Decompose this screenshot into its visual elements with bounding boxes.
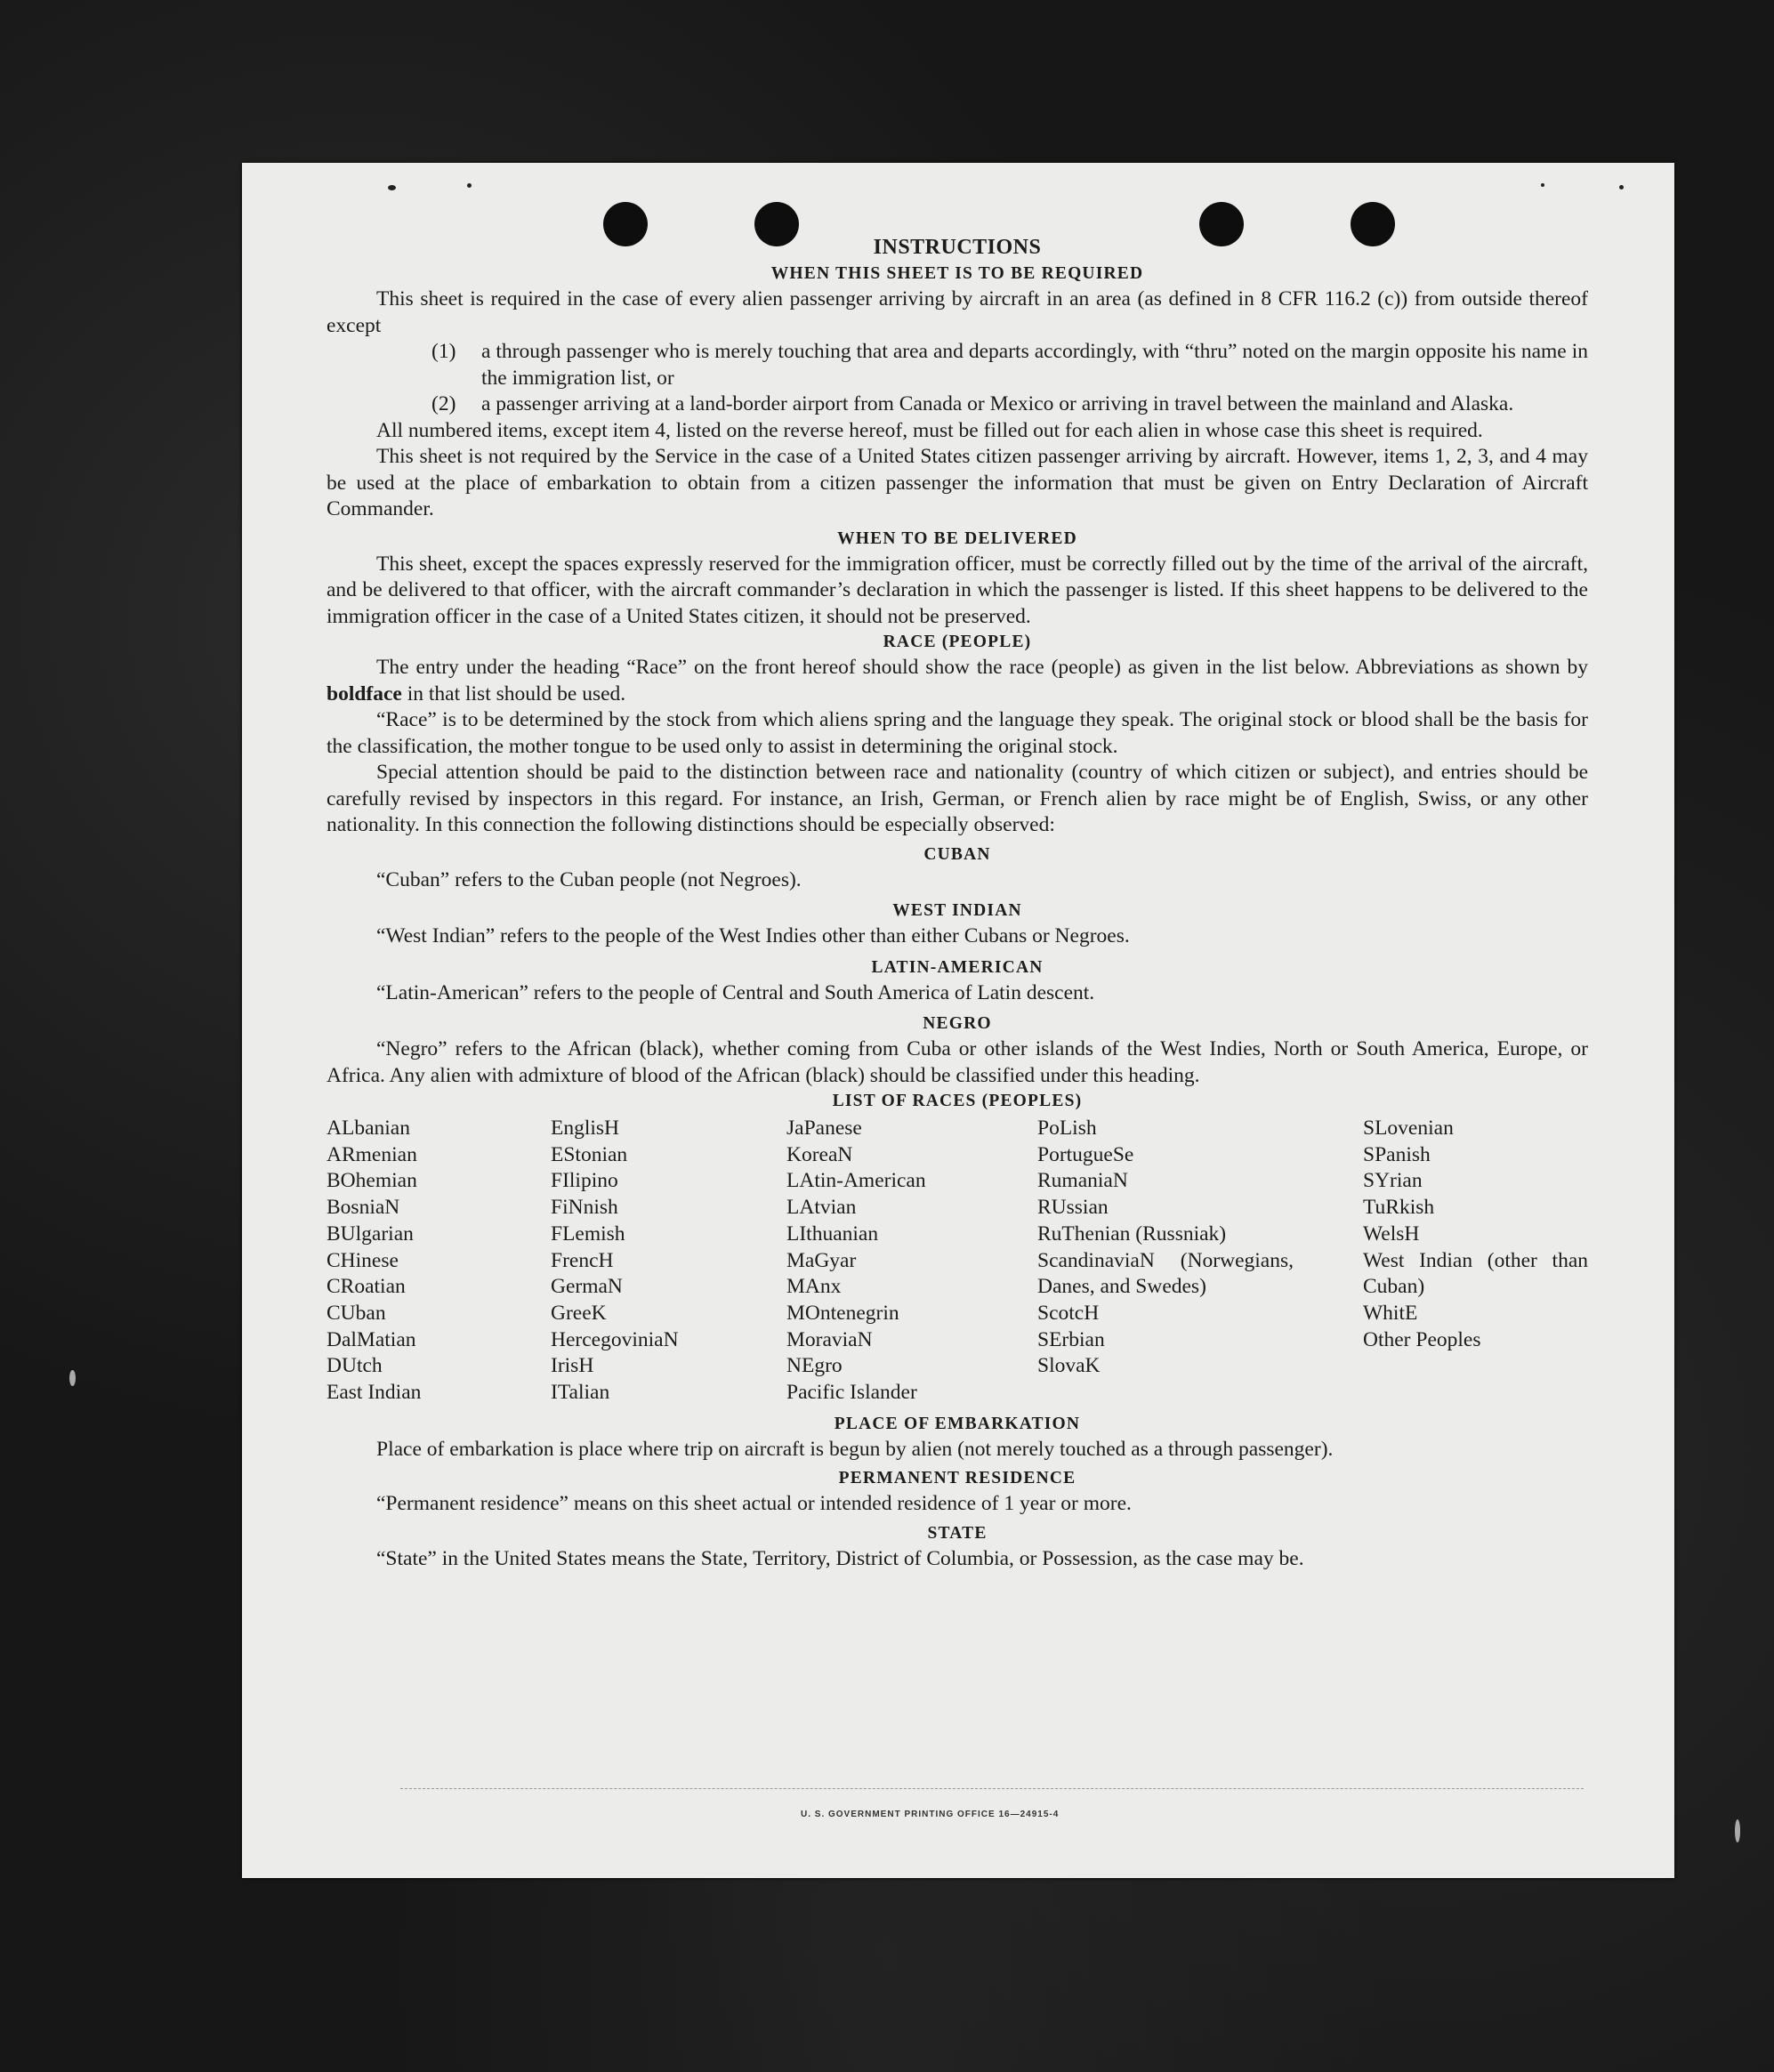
race-item: GermaN [551,1275,623,1299]
section-heading-embarkation: PLACE OF EMBARKATION [834,1414,1081,1433]
race-item: LAtvian [786,1196,857,1220]
text-run: The entry under the heading “Race” on the front hereof should show the race (people) as given in the list below. Abbreviations as shown by [376,656,1588,679]
exception-text: a passenger arriving at a land-border airport from Canada or Mexico or arriving in travel between the mainland and Alaska. [481,392,1514,415]
race-item: EnglisH [551,1117,620,1140]
race-item: MAnx [786,1275,842,1299]
paragraph: “Race” is to be determined by the stock from which aliens spring and the language they speak. The original stock or blood shall be the basis for the classification, the mother tongue to be used only to assist in determining the original stock. [327,708,1588,758]
paragraph: This sheet is not required by the Service in the case of a United States citizen passenger arriving by aircraft. However, items 1, 2, 3, and 4 may be used at the place of embarkation to obtain from a citizen passenger the information that must be given on Entry Declaration of Aircraft Commander. [327,445,1588,520]
section-heading-when-delivered: WHEN TO BE DELIVERED [837,528,1077,548]
paragraph: “Negro” refers to the African (black), whether coming from Cuba or other islands of the West Indies, North or South America, Europe, or Africa. Any alien with admixture of blood of the African (black) should be classified under this heading. [327,1037,1588,1087]
race-item: EStonian [551,1142,628,1166]
exception-item [327,339,1588,391]
page-title: INSTRUCTIONS [873,236,1042,259]
race-item: MoraviaN [786,1327,873,1351]
race-item: Other Peoples [1363,1327,1481,1351]
race-item: ARmenian [327,1142,417,1166]
paragraph: Place of embarkation is place where trip on aircraft is begun by alien (not merely touched as a through passenger). [376,1437,1334,1461]
race-item: DalMatian [327,1327,416,1351]
speck [1735,1819,1740,1842]
race-item: SLovenian [1363,1117,1454,1140]
race-item: LIthuanian [786,1221,879,1246]
section-heading-race: RACE (PEOPLE) [883,633,1032,651]
section-heading-residence: PERMANENT RESIDENCE [838,1469,1076,1488]
section-heading-list-of-races: LIST OF RACES (PEOPLES) [832,1092,1083,1110]
section-heading-negro: NEGRO [923,1014,992,1033]
race-column [1037,1116,1363,1407]
paragraph: This sheet, except the spaces expressly reserved for the immigration officer, must be correctly filled out by the time of the arrival of the aircraft, and be delivered to that officer, with the aircraft commander’s declaration in which the passenger is listed. If this sheet happens to be delivered to the immigration officer in the case of a United States citizen, it should not be preserved. [327,552,1588,628]
race-item: West Indian (other than Cuban) [1363,1248,1588,1299]
race-list [327,1116,1588,1407]
race-item: East Indian [327,1381,422,1405]
race-column [551,1116,786,1407]
race-item: MOntenegrin [786,1301,899,1325]
race-item: WelsH [1363,1221,1420,1246]
instructions-content [327,233,1588,1572]
race-item: JaPanese [786,1117,862,1140]
race-item: GreeK [551,1301,607,1325]
speck [467,183,472,188]
exception-text: a through passenger who is merely touching that area and departs accordingly, with “thru” noted on the margin opposite his name in the immigration list, or [481,340,1588,390]
race-item: MaGyar [786,1248,857,1272]
race-item: SYrian [1363,1169,1423,1193]
race-item: CRoatian [327,1275,406,1299]
race-item: NEgro [786,1354,843,1378]
race-column [1363,1116,1588,1407]
section-heading-cuban: CUBAN [923,844,991,864]
race-item: SlovaK [1037,1354,1101,1378]
text-run: in that list should be used. [401,681,626,705]
race-item: ScandinaviaN (Norwegians, Danes, and Swedes) [1037,1248,1294,1299]
paragraph: “Cuban” refers to the Cuban people (not Negroes). [376,867,802,891]
paragraph: “West Indian” refers to the people of the West Indies other than either Cubans or Negroes. [376,924,1130,947]
paragraph: “Permanent residence” means on this sheet actual or intended residence of 1 year or more. [376,1492,1132,1516]
paragraph: Special attention should be paid to the distinction between race and nationality (country of which citizen or subject), and entries should be carefully revised by inspectors in this regard. For instance, an Irish, German, or French alien by race might be of English, Swiss, or any other nationality. In this connection the following distinctions should be especially observed: [327,761,1588,836]
printing-office-imprint: U. S. GOVERNMENT PRINTING OFFICE 16—24915-4 [801,1810,1060,1819]
race-item: FiNnish [551,1196,618,1220]
section-heading-latin-american: LATIN-AMERICAN [871,957,1044,977]
exception-number: (2) [431,392,456,415]
race-item: HercegoviniaN [551,1327,679,1351]
speck [388,185,396,190]
speck [1541,183,1544,187]
paragraph: “State” in the United States means the State, Territory, District of Columbia, or Possession, as the case may be. [376,1546,1304,1570]
race-item: ITalian [551,1381,610,1405]
paragraph: This sheet is required in the case of every alien passenger arriving by aircraft in an area (as defined in 8 CFR 116.2 (c)) from outside thereof except [327,287,1588,337]
race-item: RumaniaN [1037,1169,1128,1193]
bold-text: boldface [327,681,402,705]
paragraph: “Latin-American” refers to the people of Central and South America of Latin descent. [376,980,1095,1004]
race-column [786,1116,1037,1407]
race-item: WhitE [1363,1301,1418,1325]
race-item: CHinese [327,1248,399,1272]
speck [69,1370,76,1386]
race-item: BOhemian [327,1169,417,1193]
race-item: IrisH [551,1354,594,1378]
race-item: TuRkish [1363,1196,1435,1220]
speck [1619,185,1624,189]
race-item: PoLish [1037,1117,1097,1140]
section-heading-when-required: WHEN THIS SHEET IS TO BE REQUIRED [770,264,1144,283]
divider [400,1788,1584,1790]
race-column [327,1116,551,1407]
race-item: SErbian [1037,1327,1105,1351]
paragraph: All numbered items, except item 4, listed on the reverse hereof, must be filled out for each alien in whose case this sheet is required. [376,418,1483,442]
race-item: FrencH [551,1248,614,1272]
race-item: LAtin-American [786,1169,926,1193]
section-heading-state: STATE [927,1523,988,1543]
exception-item [327,391,1588,418]
paragraph [327,655,1588,707]
race-item: RUssian [1037,1196,1109,1220]
race-item: BUlgarian [327,1221,414,1246]
race-item: CUban [327,1301,386,1325]
race-item: Pacific Islander [786,1381,917,1405]
race-item: ALbanian [327,1117,410,1140]
race-item: DUtch [327,1354,383,1378]
race-item: ScotcH [1037,1301,1100,1325]
section-heading-west-indian: WEST INDIAN [892,901,1022,920]
race-item: FLemish [551,1221,625,1246]
race-item: BosniaN [327,1196,400,1220]
race-item: KoreaN [786,1142,853,1166]
race-item: RuThenian (Russniak) [1037,1221,1227,1246]
race-item: FIlipino [551,1169,618,1193]
race-item: SPanish [1363,1142,1431,1166]
race-item: PortugueSe [1037,1142,1134,1166]
exception-number: (1) [431,340,456,363]
